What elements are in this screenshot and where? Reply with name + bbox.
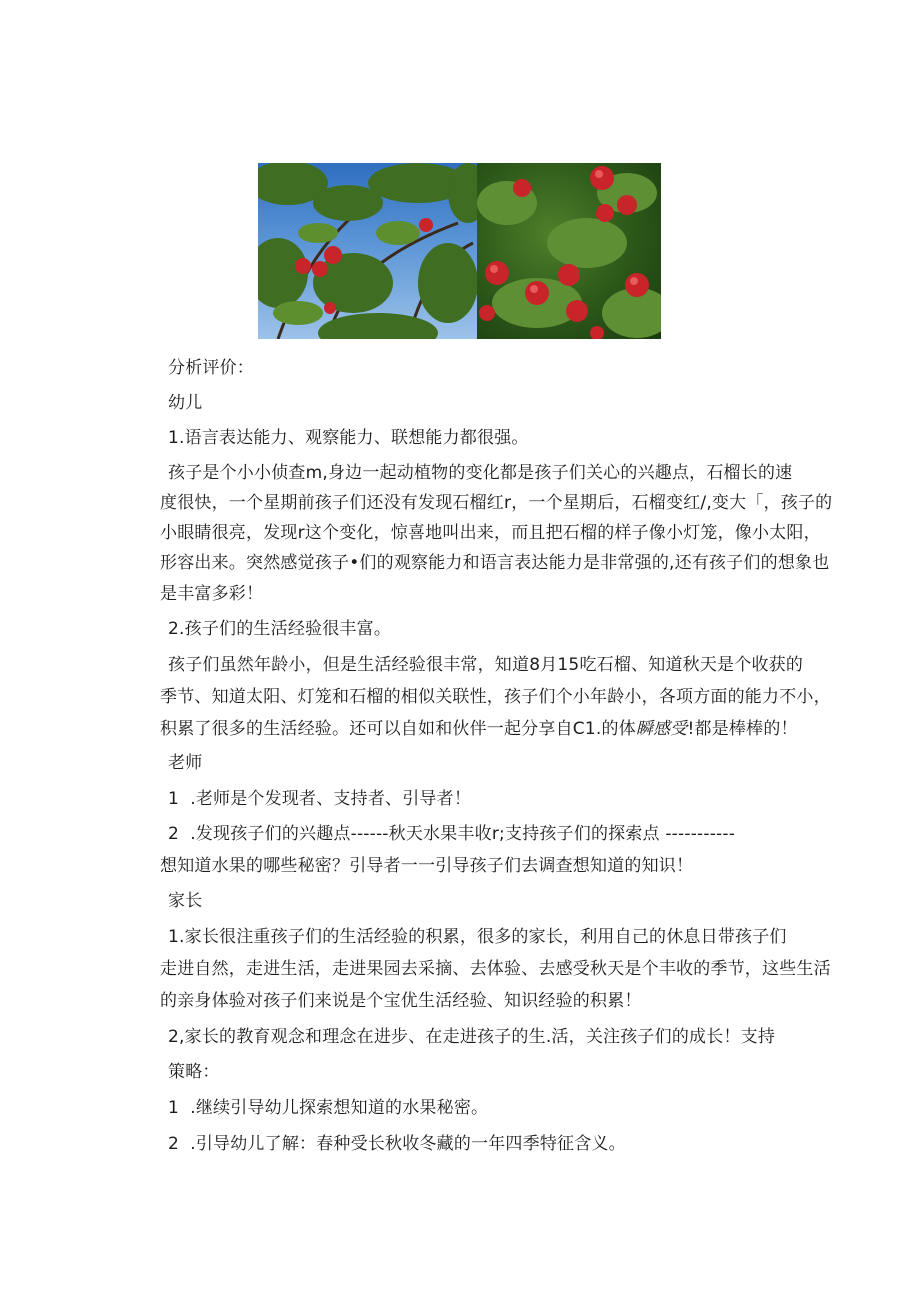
teacher-item-2: 2 .发现孩子们的兴趣点------秋天水果丰收r;支持孩子们的探索点 ----------- [168, 824, 736, 844]
child-paragraph-1-line: 度很快，一个星期前孩子们还没有发现石榴红r，一个星期后，石榴变红/,变大「，孩子的 [160, 493, 833, 513]
parent-item-1-line: 走进自然，走进生活，走进果园去采摘、去体验、去感受秋天是个丰收的季节，这些生活 [160, 959, 831, 979]
child-paragraph-2-line: 孩子们虽然年龄小，但是生活经验很丰常，知道8月15吃石榴、知道秋天是个收获的 [168, 655, 804, 675]
pomegranate-photo [258, 163, 661, 339]
heading-analysis: 分析评价： [168, 358, 254, 378]
child-paragraph-2-text-c: !都是棒棒的！ [687, 719, 798, 739]
child-paragraph-2-text-italic: 瞬感受 [635, 719, 688, 739]
heading-child: 幼儿 [168, 393, 203, 413]
child-item-2: 2.孩子们的生活经验很丰富。 [168, 619, 392, 639]
pomegranate-closeup-image [477, 163, 661, 339]
pomegranate-tree-sky-image [258, 163, 477, 339]
strategy-item-2: 2 .引导幼儿了解：春种受长秋收冬藏的一年四季特征含义。 [168, 1134, 626, 1154]
child-paragraph-1-line: 形容出来。突然感觉孩子•们的观察能力和语言表达能力是非常强的,还有孩子们的想象也 [160, 553, 830, 573]
child-paragraph-2-last-line [160, 718, 798, 740]
child-paragraph-1-line: 孩子是个小小侦查m,身边一起动植物的变化都是孩子们关心的兴趣点，石榴长的速 [168, 463, 793, 483]
child-paragraph-1-line: 小眼睛很亮，发现r这个变化，惊喜地叫出来，而且把石榴的样子像小灯笼，像小太阳， [160, 523, 821, 543]
teacher-item-1: 1 .老师是个发现者、支持者、引导者！ [168, 789, 472, 809]
heading-strategy: 策略： [168, 1062, 220, 1082]
parent-item-2: 2,家长的教育观念和理念在进步、在走进孩子的生.活，关注孩子们的成长！支持 [168, 1027, 776, 1047]
teacher-item-2-continued: 想知道水果的哪些秘密？引导者一一引导孩子们去调查想知道的知识！ [160, 856, 694, 876]
heading-teacher: 老师 [168, 753, 203, 773]
child-paragraph-2-text-a: 积累了很多的生活经验。还可以自如和伙伴一起分享自C1.的体 [160, 719, 636, 739]
parent-item-1-line: 的亲身体验对孩子们来说是个宝优生活经验、知识经验的积累！ [160, 991, 642, 1011]
child-paragraph-2-line: 季节、知道太阳、灯笼和石榴的相似关联性，孩子们个小年龄小，各项方面的能力不小， [160, 687, 831, 707]
heading-parent: 家长 [168, 891, 203, 911]
strategy-item-1: 1 .继续引导幼儿探索想知道的水果秘密。 [168, 1098, 489, 1118]
parent-item-1-line: 1.家长很注重孩子们的生活经验的积累，很多的家长，利用自己的休息日带孩子们 [168, 927, 787, 947]
child-item-1: 1.语言表达能力、观察能力、联想能力都很强。 [168, 428, 529, 448]
child-paragraph-1-line: 是丰富多彩！ [160, 584, 264, 604]
